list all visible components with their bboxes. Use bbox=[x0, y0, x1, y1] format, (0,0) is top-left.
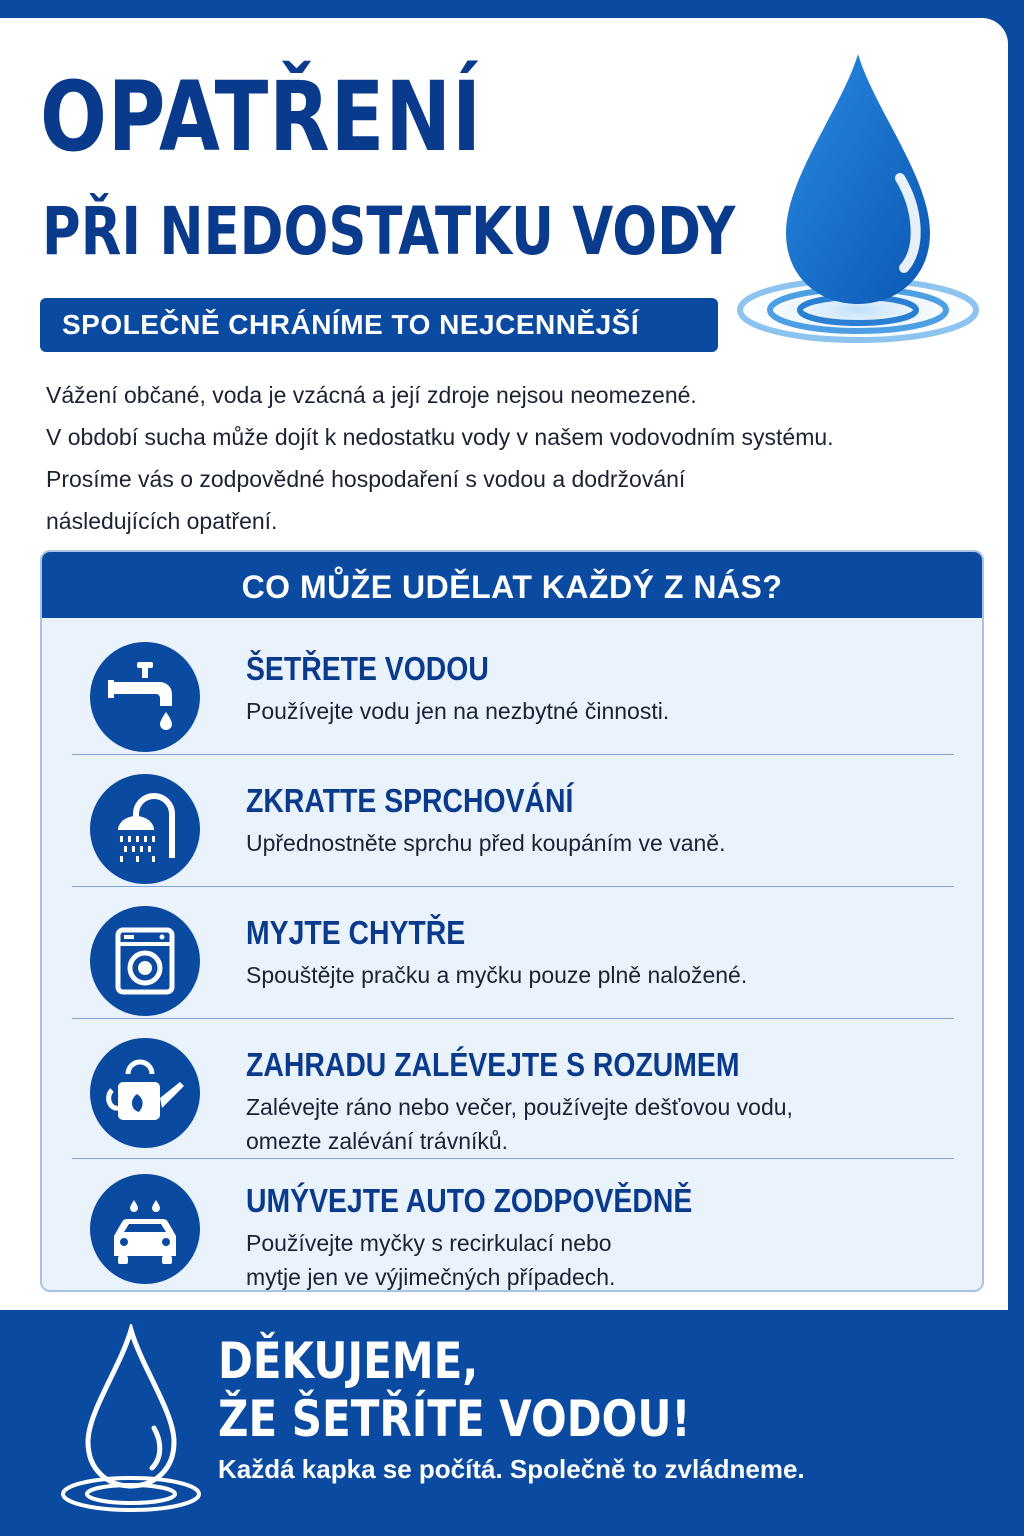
tip-title: UMÝVEJTE AUTO ZODPOVĚDNĚ bbox=[246, 1182, 693, 1219]
intro-line: Prosíme vás o zodpovědné hospodaření s vodou a dodržování bbox=[46, 466, 686, 492]
watering-can-icon bbox=[90, 1038, 200, 1148]
washing-machine-icon bbox=[90, 906, 200, 1016]
tip-title: ŠETŘETE VODOU bbox=[246, 650, 489, 687]
intro-line: následujících opatření. bbox=[46, 508, 278, 534]
divider bbox=[72, 1158, 954, 1159]
tip-description: mytje jen ve výjimečných případech. bbox=[246, 1264, 616, 1290]
intro-line: V období sucha může dojít k nedostatku vody v našem vodovodním systému. bbox=[46, 424, 834, 450]
page-title: OPATŘENÍ bbox=[40, 61, 483, 173]
tip-description: omezte zalévání trávníků. bbox=[246, 1128, 509, 1154]
tips-heading: CO MŮŽE UDĚLAT KAŽDÝ Z NÁS? bbox=[42, 552, 982, 618]
tip-title: MYJTE CHYTŘE bbox=[246, 914, 466, 951]
tips-panel bbox=[40, 550, 984, 1292]
slogan-banner: SPOLEČNĚ CHRÁNÍME TO NEJCENNĚJŠÍ bbox=[40, 298, 718, 352]
tip-description: Zalévejte ráno nebo večer, používejte dešťovou vodu, bbox=[246, 1094, 793, 1120]
tip-description: Používejte myčky s recirkulací nebo bbox=[246, 1230, 612, 1256]
intro-line: Vážení občané, voda je vzácná a její zdroje nejsou neomezené. bbox=[46, 382, 697, 408]
shower-icon bbox=[90, 774, 200, 884]
footer-tagline: Každá kapka se počítá. Společně to zvládneme. bbox=[218, 1454, 805, 1484]
divider bbox=[72, 1018, 954, 1019]
divider bbox=[72, 886, 954, 887]
tip-description: Používejte vodu jen na nezbytné činnosti. bbox=[246, 698, 670, 724]
thanks-line: ŽE ŠETŘÍTE VODOU! bbox=[218, 1390, 691, 1448]
tip-item-garden bbox=[72, 1032, 954, 1156]
tip-title: ZAHRADU ZALÉVEJTE S ROZUMEM bbox=[246, 1046, 740, 1083]
tip-description: Spouštějte pračku a myčku pouze plně naložené. bbox=[246, 962, 748, 988]
tip-item-car-wash bbox=[72, 1168, 954, 1292]
water-drop-icon bbox=[722, 48, 994, 348]
thanks-line: DĚKUJEME, bbox=[218, 1332, 479, 1390]
water-drop-outline-icon bbox=[56, 1324, 206, 1514]
car-icon bbox=[90, 1174, 200, 1284]
tip-title: ZKRATTE SPRCHOVÁNÍ bbox=[246, 782, 574, 819]
thanks-message bbox=[218, 1332, 691, 1448]
intro-text bbox=[46, 374, 986, 542]
tip-description: Upřednostněte sprchu před koupáním ve vaně. bbox=[246, 830, 726, 856]
tip-item-save-water bbox=[72, 636, 954, 756]
tip-item-wash-smart bbox=[72, 900, 954, 1020]
page-subtitle: PŘI NEDOSTATKU VODY bbox=[42, 193, 736, 270]
tip-item-shower bbox=[72, 768, 954, 888]
faucet-icon bbox=[90, 642, 200, 752]
divider bbox=[72, 754, 954, 755]
